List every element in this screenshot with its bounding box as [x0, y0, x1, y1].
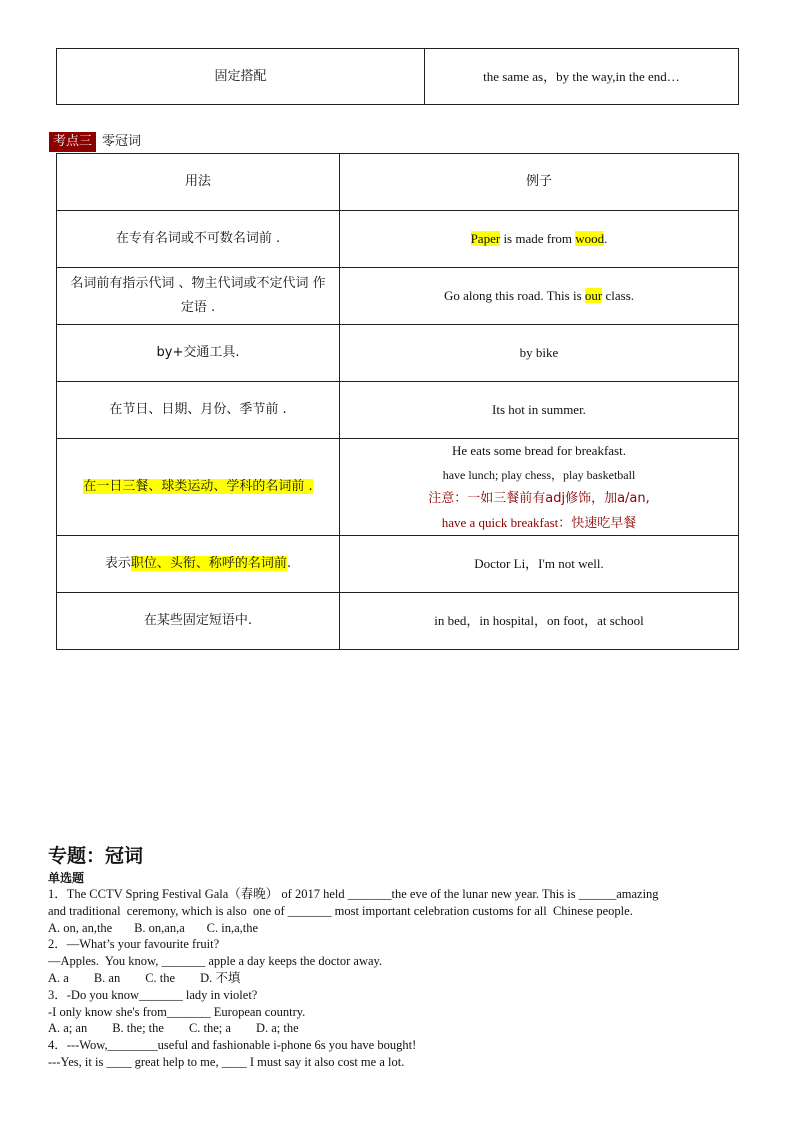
usage-line: 名词前有指示代词 、物主代词或不定代词 作 — [70, 276, 326, 291]
example-cell — [340, 268, 739, 325]
section-heading — [49, 132, 141, 152]
exercise-subtitle: 单选题 — [48, 871, 85, 885]
example-cell — [340, 211, 739, 268]
example-cell: in bed，in hospital，on foot，at school — [340, 593, 739, 650]
fixed-collocation-table — [56, 48, 739, 105]
usage-cell: 在某些固定短语中. — [57, 593, 340, 650]
question-line: 3．-Do you know_______ lady in violet? — [48, 987, 258, 1002]
question-line: 1．The CCTV Spring Festival Gala（春晚） of 2017 held _______the eve of the lunar new year. This is ______amazing — [48, 887, 659, 901]
usage-cell — [57, 439, 340, 536]
table-row — [57, 593, 739, 650]
example-text: class. — [602, 288, 635, 303]
example-text: Go along this road. This is — [443, 288, 585, 303]
header-usage: 用法 — [57, 154, 340, 211]
usage-cell: 在专有名词或不可数名词前 . — [57, 211, 340, 268]
table-row — [57, 439, 739, 536]
table-header-row — [57, 154, 739, 211]
example-cell: by bike — [340, 325, 739, 382]
highlighted-word: wood — [575, 231, 605, 246]
usage-cell — [57, 268, 340, 325]
header-example: 例子 — [340, 154, 739, 211]
note-line: 注意：一如三餐前有adj修饰，加a/an, — [428, 491, 650, 506]
example-text: . — [604, 231, 608, 246]
example-line: have lunch; play chess，play basketball — [442, 468, 636, 482]
question-line: ---Yes, it is ____ great help to me, ____ I must say it also cost me a lot. — [48, 1054, 405, 1069]
options-line: A. a B. an C. the D. 不填 — [48, 970, 241, 985]
example-cell — [340, 439, 739, 536]
question-line: and traditional ceremony, which is also one of _______ most important celebration customs for all Chinese people. — [48, 903, 633, 918]
usage-cell — [57, 536, 340, 593]
question-line: 2．—What’s your favourite fruit? — [48, 937, 220, 952]
highlighted-word: Paper — [470, 231, 501, 246]
table-row — [57, 268, 739, 325]
example-cell: Doctor Li，I'm not well. — [340, 536, 739, 593]
zero-article-table — [56, 153, 739, 650]
question-line: 4．---Wow,________useful and fashionable i-phone 6s you have bought! — [48, 1038, 417, 1053]
highlighted-word: our — [584, 288, 603, 303]
options-line: A. on, an,the B. on,an,a C. in,a,the — [48, 920, 259, 935]
table-row — [57, 325, 739, 382]
usage-text: . — [286, 556, 292, 571]
exercise-title: 专题：冠词 — [48, 845, 144, 867]
usage-line: 定语 . — [180, 300, 216, 315]
example-cell: the same as，by the way,in the end… — [425, 49, 739, 105]
table-row — [57, 49, 739, 105]
usage-cell: 在节日、日期、月份、季节前 . — [57, 382, 340, 439]
highlighted-usage: 在一日三餐、球类运动、学科的名词前 . — [83, 479, 313, 494]
usage-text: 表示 — [104, 556, 131, 571]
options-line: A. a; an B. the; the C. the; a D. a; the — [48, 1021, 299, 1036]
table-row — [57, 211, 739, 268]
note-line: have a quick breakfast：快速吃早餐 — [441, 515, 637, 530]
example-line: He eats some bread for breakfast. — [452, 443, 626, 458]
example-text: is made from — [500, 231, 576, 246]
section-title: 零冠词 — [102, 134, 142, 149]
question-line: —Apples. You know, _______ apple a day keeps the doctor away. — [48, 954, 383, 969]
example-cell: Its hot in summer. — [340, 382, 739, 439]
question-line: -I only know she's from_______ European country. — [48, 1004, 306, 1019]
table-row — [57, 382, 739, 439]
usage-cell: by+交通工具. — [57, 325, 340, 382]
usage-cell: 固定搭配 — [57, 49, 425, 105]
section-tag: 考点三 — [49, 132, 96, 152]
exercise-section — [48, 842, 748, 1071]
highlighted-usage: 职位、头衔、称呼的名词前 — [130, 556, 287, 571]
table-row — [57, 536, 739, 593]
